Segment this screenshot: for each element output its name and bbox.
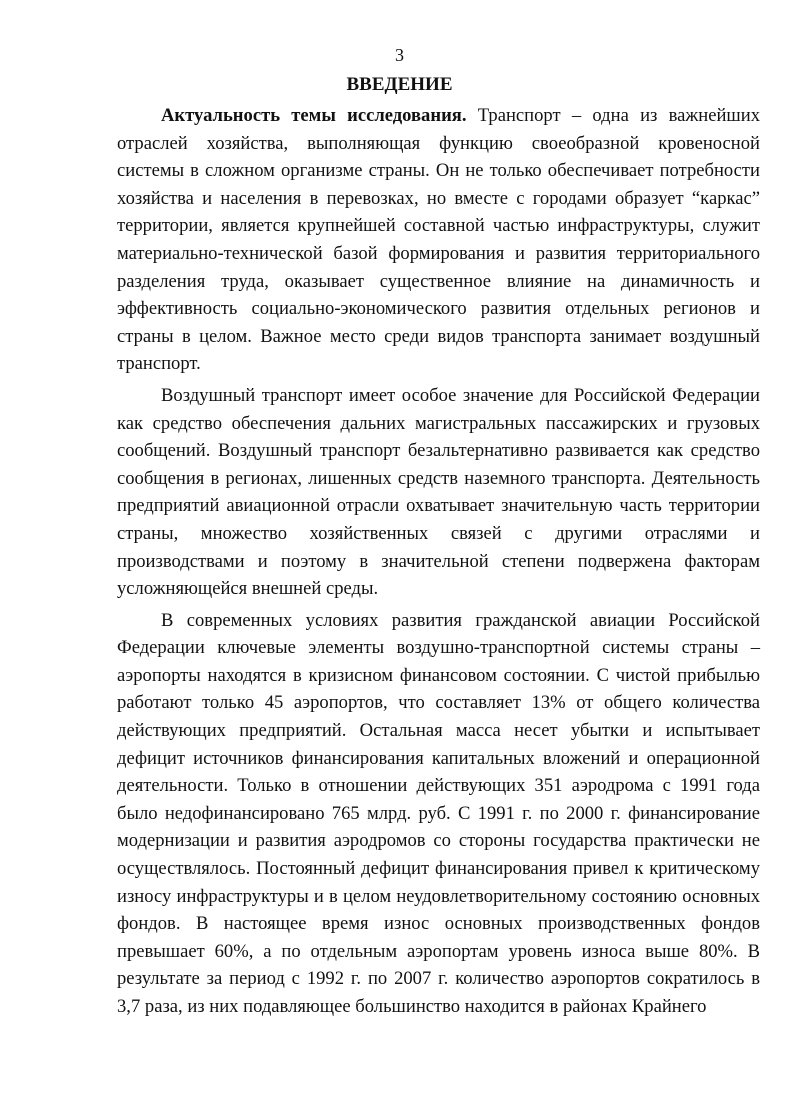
paragraph-airports-crisis: В современных условиях развития гражданской авиации Российской Федерации ключевые элементы воздушно-транспортной системы страны – аэропорты находятся в кризисном финансовом состоянии. С чистой прибылью работают только 45 аэропортов, что составляет 13% от общего количества действующих предприятий. Остальная масса несет убытки и испытывает дефицит источников финансирования капитальных вложений и операционной деятельности. Только в отношении действующих 351 аэродрома с 1991 года было недофинансировано 765 млрд. руб. С 1991 г. по 2000 г. финансирование модернизации и развития аэродромов со стороны государства практически не осуществлялось. Постоянный дефицит финансирования привел к критическому износу инфраструктуры и в целом неудовлетворительному состоянию основных фондов. В настоящее время износ основных производственных фондов превышает 60%, а по отдельным аэропортам уровень износа выше 80%. В результате за период с 1992 г. по 2007 г. количество аэропортов сократилось в 3,7 раза, из них подавляющее большинство находится в районах Крайнего bbox=[117, 609, 760, 1017]
paragraph-text: Транспорт – одна из важнейших отраслей хозяйства, выполняющая функцию своеобразной кровеносной системы в сложном организме страны. Он не только обеспечивает потребности хозяйства и населения в перевозках, но вместе с городами образует “каркас” территории, является крупнейшей составной частью инфраструктуры, служит материально-технической базой формирования и развития территориального разделения труда, оказывает существенное влияние на динамичность и эффективность социально-экономического развития отдельных регионов и страны в целом. Важное место среди видов транспорта занимает воздушный транспорт. bbox=[117, 105, 760, 375]
paragraph-air-transport: Воздушный транспорт имеет особое значение для Российской Федерации как средство обеспечения дальних магистральных пассажирских и грузовых сообщений. Воздушный транспорт безальтернативно развивается как средство сообщения в регионах, лишенных средств наземного транспорта. Деятельность предприятий авиационной отрасли охватывает значительную часть территории страны, множество хозяйственных связей с другими отраслями и производствами и поэтому в значительной степени подвержена факторам усложняющейся внешней среды. bbox=[117, 384, 760, 600]
body-text bbox=[117, 102, 760, 1021]
paragraph-lead-heading: Актуальность темы исследования. bbox=[161, 105, 467, 126]
section-title: ВВЕДЕНИЕ bbox=[346, 74, 453, 95]
paragraph-relevance bbox=[117, 102, 760, 378]
page-number: 3 bbox=[395, 45, 404, 65]
